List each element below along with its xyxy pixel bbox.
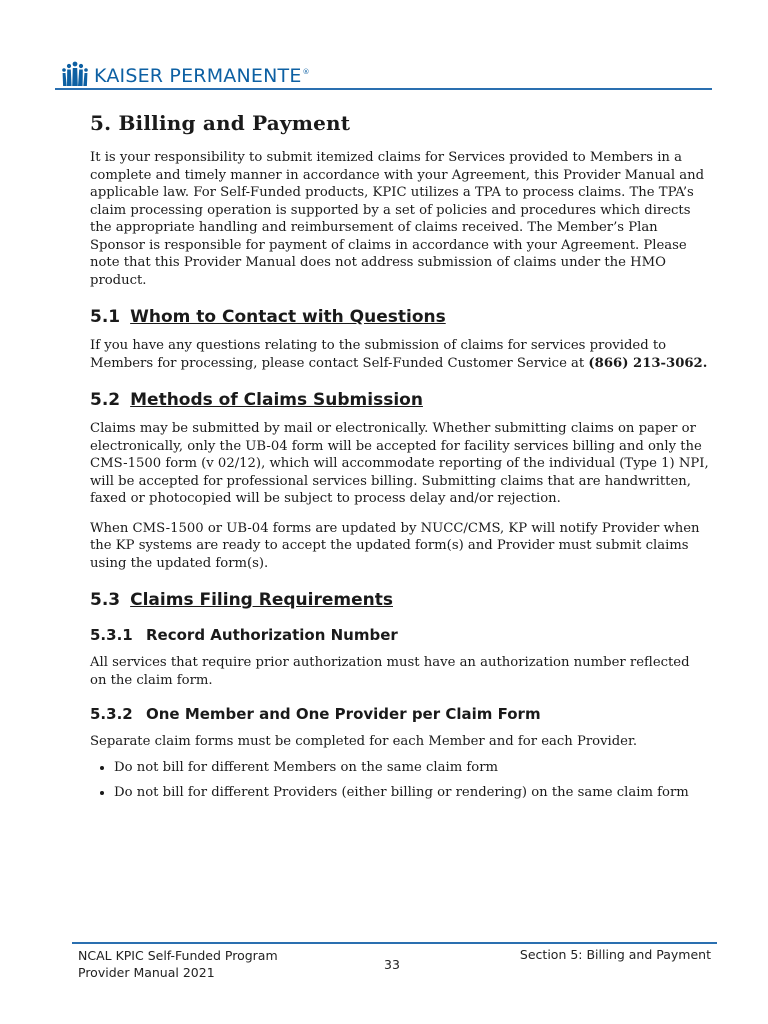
section-number: 5.1	[90, 307, 121, 327]
phone-period: .	[702, 355, 708, 371]
page-number: 33	[384, 957, 400, 972]
intro-paragraph: It is your responsibility to submit itemized claims for Services provided to Members in a complete and timely manner in accordance with your Agreement, this Provider Manual and applicable law. For Self-Funded products, KPIC utilizes a TPA to process claims. The TPA’s claim processing operation is supported by a set of policies and procedures which directs the appropriate handling and reimbursement of claims received. The Member’s Plan Sponsor is responsible for payment of claims in accordance with your Agreement. Please note that this Provider Manual does not address submission of claims under the HMO product.	[90, 150, 705, 288]
logo-text	[94, 64, 310, 87]
bullet-list	[90, 759, 710, 802]
footer-program-name: NCAL KPIC Self-Funded Program	[78, 948, 278, 963]
section-5-1-paragraph	[90, 337, 710, 372]
header-divider	[55, 88, 712, 90]
page-title: 5. Billing and Payment	[90, 111, 351, 135]
list-item: • Do not bill for different Members on the same claim form	[114, 759, 710, 777]
subsection-number: 5.3.1	[90, 626, 133, 644]
phone-number: (866) 213-3062	[588, 355, 703, 371]
logo-wordmark: KAISER PERMANENTE	[94, 64, 302, 87]
subsection-number: 5.3.2	[90, 705, 133, 723]
section-title: Methods of Claims Submission	[130, 390, 423, 410]
footer-manual-name: Provider Manual 2021	[78, 965, 215, 980]
document-body	[90, 105, 710, 810]
section-5-3-2-heading	[90, 705, 710, 723]
section-5-3-1-heading	[90, 626, 710, 644]
section-5-3-2-paragraph: Separate claim forms must be completed for each Member and for each Provider.	[90, 734, 638, 749]
registered-mark: ®	[302, 68, 310, 77]
subsection-title: One Member and One Provider per Claim Form	[146, 705, 541, 723]
kaiser-logo	[60, 60, 310, 88]
section-title: Claims Filing Requirements	[130, 590, 393, 610]
section-number: 5.2	[90, 390, 121, 410]
subsection-title: Record Authorization Number	[146, 626, 398, 644]
section-number: 5.3	[90, 590, 121, 610]
section-5-2-paragraph-2: When CMS-1500 or UB-04 forms are updated by NUCC/CMS, KP will notify Provider when the KP systems are ready to accept the updated form(s) and Provider must submit claims using the updated form(s).	[90, 520, 700, 571]
kaiser-people-logo-icon	[60, 61, 90, 87]
contact-text: If you have any questions relating to the submission of claims for services provided to Members for processing, please contact Self-Funded Customer Service at	[90, 338, 667, 371]
footer-divider	[72, 942, 717, 944]
section-5-2-paragraph-1: Claims may be submitted by mail or electronically. Whether submitting claims on paper or electronically, only the UB-04 form will be accepted for facility services billing and only the CMS-1500 form (v 02/12), which will accommodate reporting of the individual (Type 1) NPI, will be accepted for professional services billing. Submitting claims that are handwritten, faxed or photocopied will be subject to process delay and/or rejection.	[90, 421, 709, 506]
footer-document-info	[78, 947, 278, 981]
section-5-2-heading	[90, 390, 710, 410]
section-5-3-heading	[90, 590, 710, 610]
list-item: • Do not bill for different Providers (either billing or rendering) on the same claim form	[114, 784, 710, 802]
section-5-1-heading	[90, 307, 710, 327]
footer-section-name: Section 5: Billing and Payment	[519, 947, 711, 962]
section-title: Whom to Contact with Questions	[130, 307, 446, 327]
section-5-3-1-paragraph: All services that require prior authorization must have an authorization number reflected on the claim form.	[90, 655, 690, 688]
